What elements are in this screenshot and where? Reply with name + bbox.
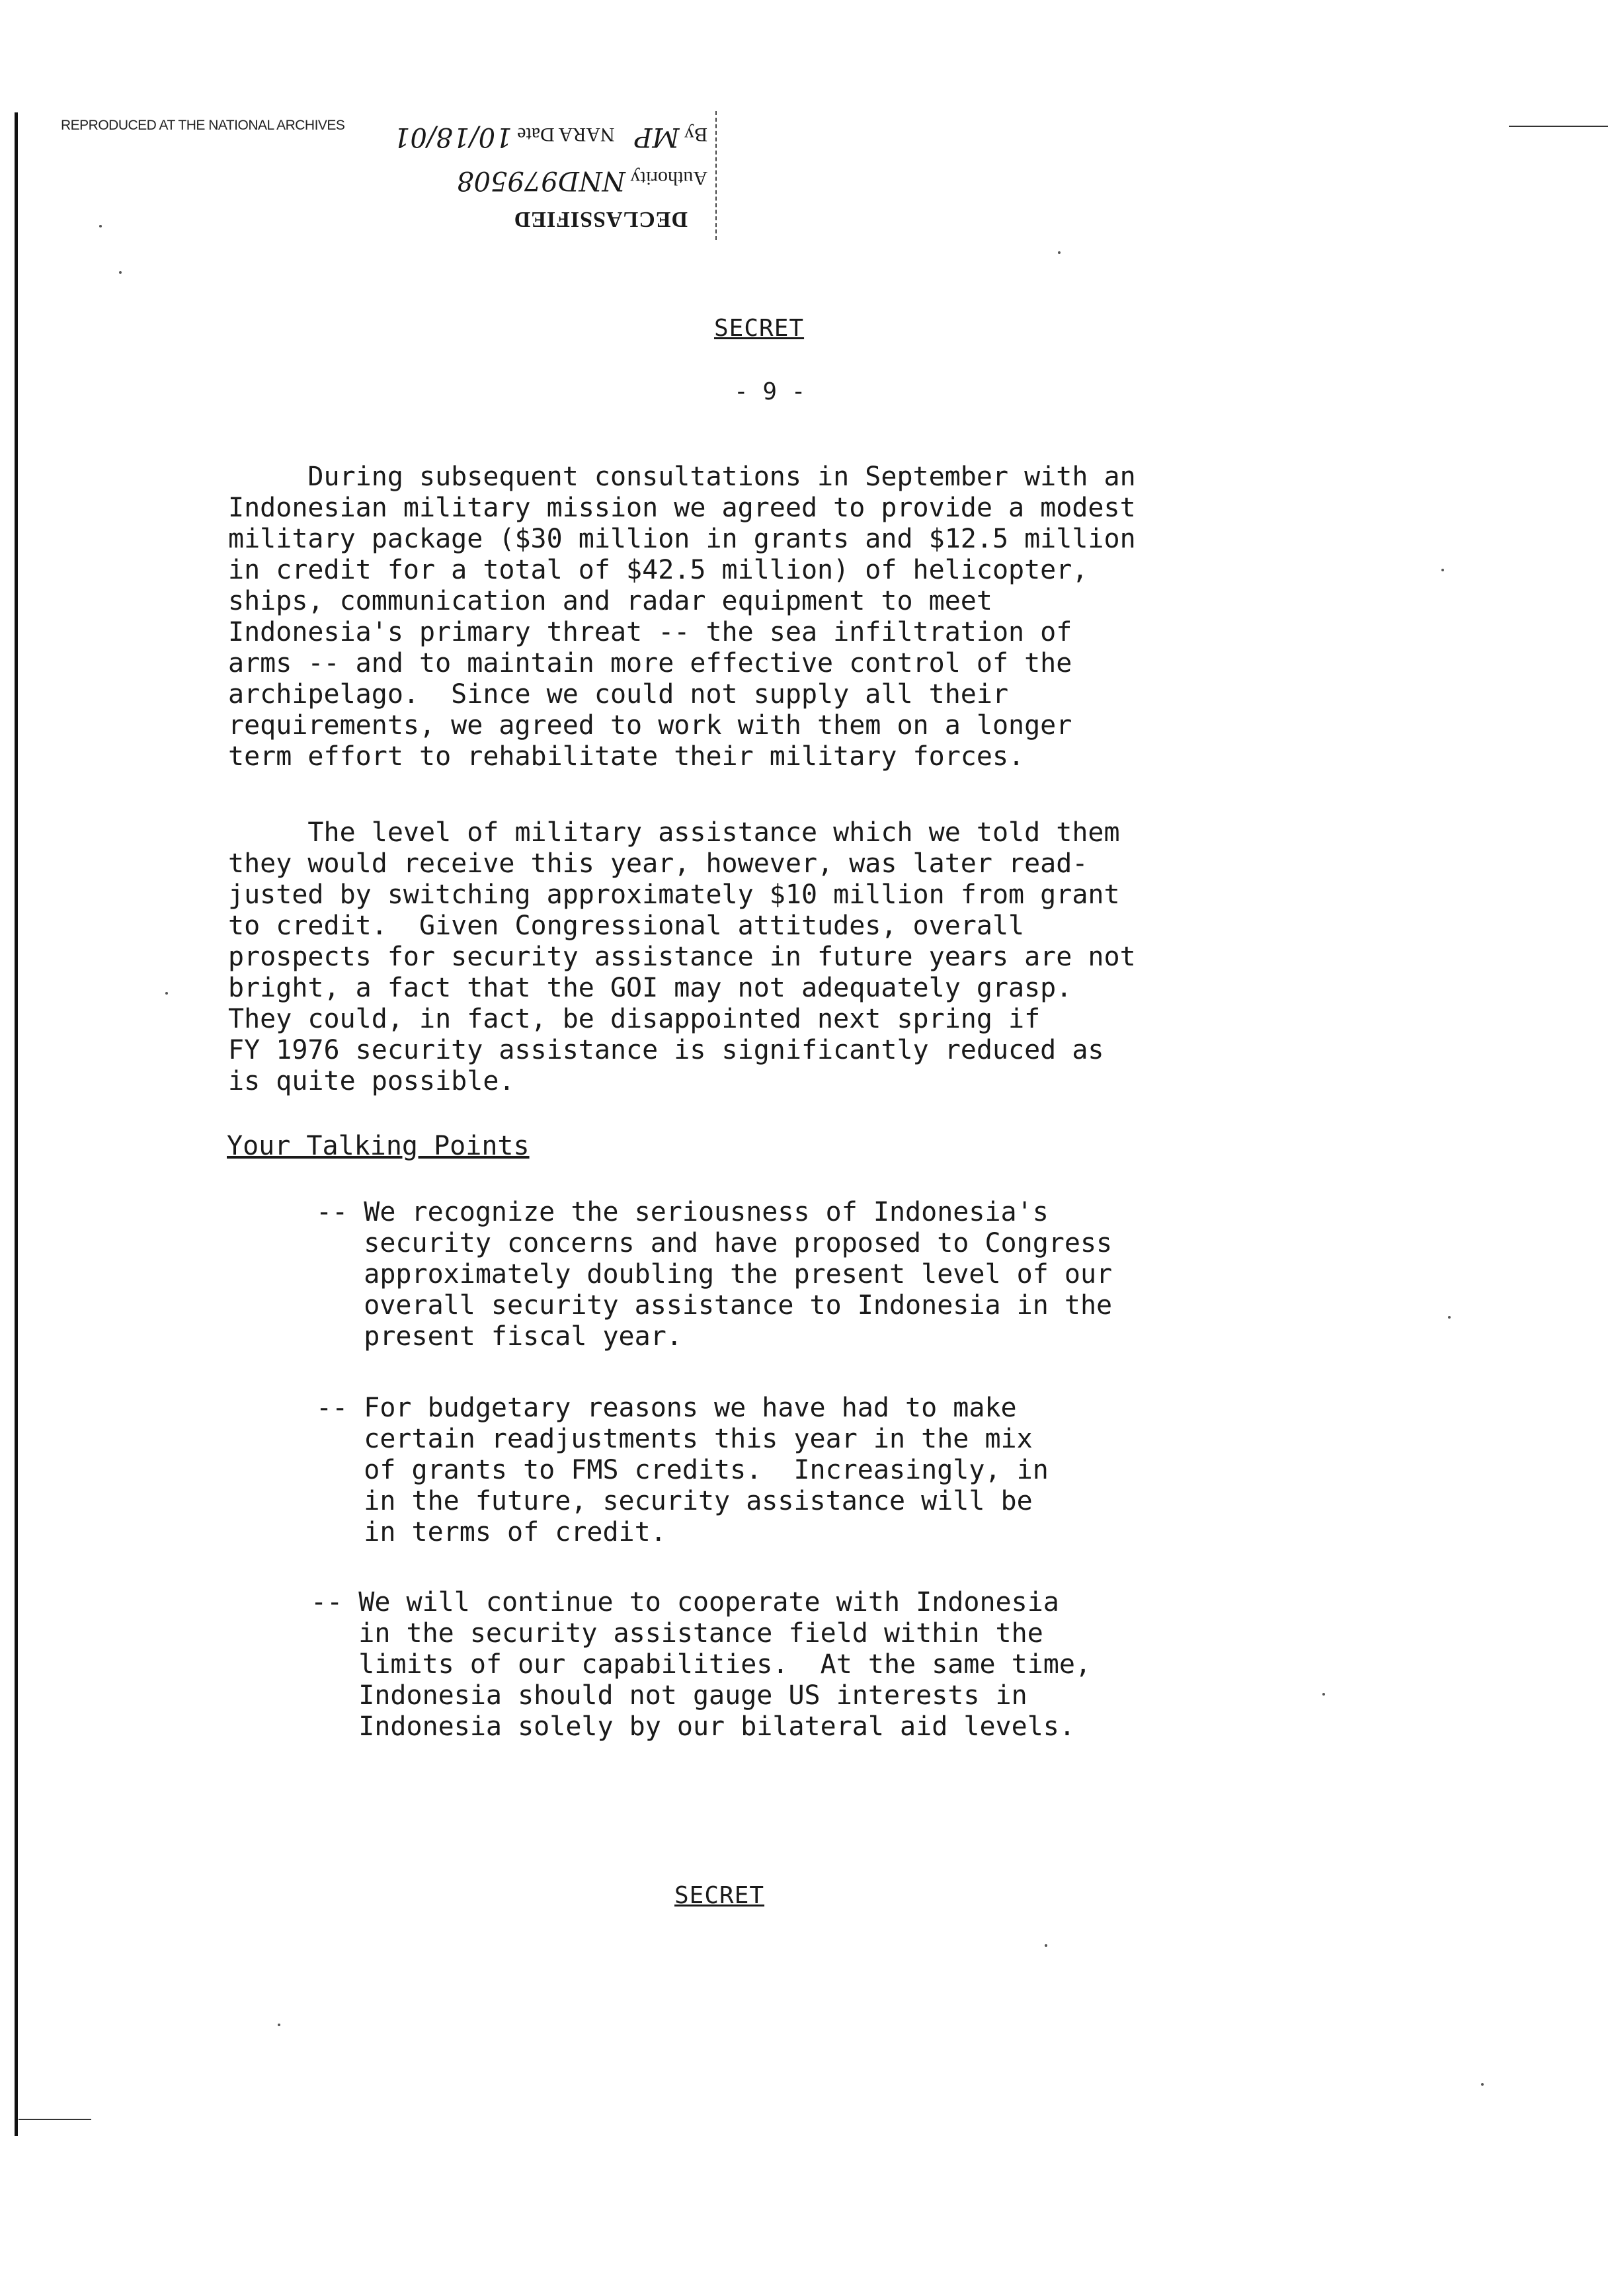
scan-speck (278, 2024, 280, 2026)
body-paragraph-2: The level of military assistance which we told them they would receive this year, however, was later read- justed by switching approximately $10 million from grant to credit. Given Congressional attitudes, overall prospects for security assistance in future years are not bright, a fact that the GOI may not adequately grasp. They could, in fact, be disappointed next spring if FY 1976 security assistance is significantly reduced as is quite possible. (228, 817, 1136, 1096)
authority-row (364, 165, 714, 196)
talking-point-3: -- We will continue to cooperate with Indonesia in the security assistance field within the limits of our capabilities. At the same time, Indonesia should not gauge US interests in Indonesia solely by our bilateral aid levels. (311, 1587, 1092, 1742)
talking-point-1: -- We recognize the seriousness of Indonesia's security concerns and have proposed to Congress approximately doubling the present level of our overall security assistance to Indonesia in the present fiscal year. (316, 1197, 1113, 1352)
by-label: By (684, 124, 707, 145)
scan-edge-mark-bottom (19, 2119, 91, 2120)
body-paragraph-1: During subsequent consultations in September with an Indonesian military mission we agreed to provide a modest military package ($30 million in grants and $12.5 million in credit for a total of $42.5 million) of helicopter, ships, communication and radar equipment to meet Indonesia's primary threat -- the sea infiltration of arms -- and to maintain more effective control of the archipelago. Since we could not supply all their requirements, we agreed to work with them on a longer term effort to rehabilitate their military forces. (228, 462, 1136, 772)
scan-speck (99, 225, 102, 227)
scan-speck (165, 992, 168, 995)
declassified-label: DECLASSIFIED (513, 207, 688, 231)
scan-speck (1045, 1944, 1047, 1947)
nara-date-label: NARA Date (517, 124, 615, 145)
talking-point-2: -- For budgetary reasons we have had to make certain readjustments this year in the mix of grants to FMS credits. Increasingly, in in the future, security assistance will be in terms of credit. (316, 1393, 1049, 1547)
scan-edge-mark (1509, 126, 1608, 127)
archives-label: REPRODUCED AT THE NATIONAL ARCHIVES (61, 118, 345, 133)
scan-speck (119, 271, 122, 274)
scan-speck (1441, 569, 1444, 571)
talking-points-heading: Your Talking Points (227, 1131, 530, 1161)
page-number: - 9 - (734, 378, 806, 405)
header-classification: SECRET (714, 315, 805, 342)
footer-classification: SECRET (674, 1882, 765, 1909)
scan-speck (1058, 251, 1061, 254)
nara-date-value: 10/18/01 (393, 122, 512, 152)
declassification-stamp (370, 111, 714, 237)
scan-speck (1322, 1693, 1325, 1696)
by-value: MP (634, 122, 680, 152)
scan-speck (1481, 2083, 1484, 2086)
by-date-row (364, 122, 714, 152)
authority-value: NND979508 (457, 165, 625, 196)
page-edge-rule (15, 112, 18, 2136)
scan-speck (1448, 1316, 1451, 1319)
authority-label: Authority (630, 167, 707, 189)
